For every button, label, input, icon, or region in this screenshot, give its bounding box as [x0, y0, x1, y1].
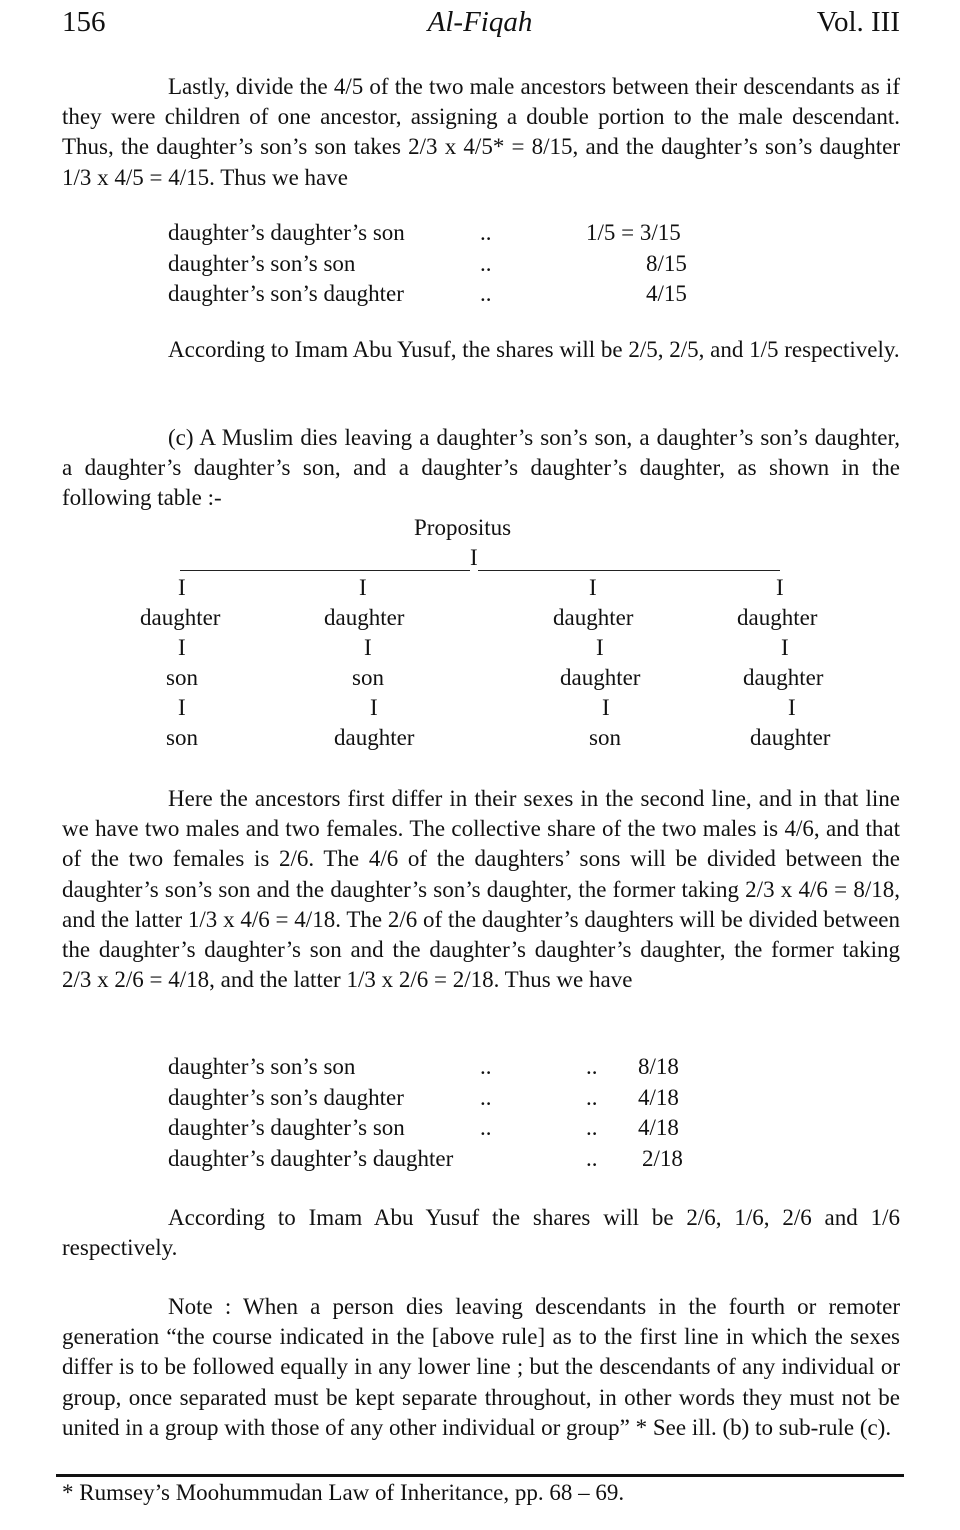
share-value: 4/18	[638, 1084, 679, 1110]
table-row	[168, 249, 728, 280]
tree-connector: I	[589, 575, 597, 600]
tree-branch-line-left	[180, 570, 470, 571]
page-number: 156	[62, 6, 106, 38]
tree-connector: I	[364, 635, 372, 660]
heir-label: daughter’s son’s daughter	[168, 1084, 404, 1110]
family-tree	[0, 510, 960, 770]
leader-dots: ..	[480, 1084, 492, 1110]
tree-connector: I	[781, 635, 789, 660]
paragraph-3-text: (c) A Muslim dies leaving a daughter’s son’s son, a daughter’s son’s daughter, a daughter’s daughter’s son, and a daughter’s daughter’s daughter, as shown in the following table :-	[62, 425, 900, 511]
tree-node: daughter	[553, 605, 634, 630]
tree-root: Propositus	[414, 515, 512, 540]
table-row	[168, 279, 728, 310]
tree-node: daughter	[140, 605, 221, 630]
tree-node: son	[166, 665, 198, 690]
tree-connector: I	[370, 695, 378, 720]
paragraph-5	[62, 1203, 900, 1263]
heir-label: daughter’s daughter’s son	[168, 1115, 405, 1140]
paragraph-5-text: According to Imam Abu Yusuf the shares will be 2/6, 1/6, 2/6 and 1/6 respectively.	[62, 1205, 900, 1261]
tree-node: son	[166, 725, 198, 750]
heir-label: daughter’s son’s daughter	[168, 281, 404, 306]
share-value: 4/18	[638, 1115, 679, 1140]
tree-connector: I	[788, 695, 796, 720]
leader-dots: ..	[480, 220, 492, 245]
table-row	[168, 1144, 728, 1175]
shares-table-2	[168, 1052, 728, 1174]
table-row	[168, 1052, 728, 1083]
paragraph-2-text: According to Imam Abu Yusuf, the shares will be 2/5, 2/5, and 1/5 respectively.	[168, 337, 900, 362]
leader-dots: ..	[586, 1084, 598, 1110]
paragraph-4	[62, 784, 900, 995]
tree-connector: I	[178, 695, 186, 720]
shares-table-1	[168, 218, 728, 310]
tree-node: daughter	[560, 665, 641, 690]
footnote: * Rumsey’s Moohummudan Law of Inheritance, pp. 68 – 69.	[62, 1480, 625, 1505]
leader-dots: ..	[586, 1115, 598, 1140]
tree-connector: I	[178, 575, 186, 600]
tree-node: daughter	[737, 605, 818, 630]
tree-connector: I	[776, 575, 784, 600]
table-row	[168, 1083, 728, 1114]
paragraph-1	[62, 72, 900, 193]
table-row	[168, 1113, 728, 1144]
share-value: 8/15	[646, 250, 687, 276]
paragraph-1-text: Lastly, divide the 4/5 of the two male ancestors between their descendants as if they were children of one ancestor, assigning a double portion to the male descendant. Thus, the daughter’s son’s son takes 2/3 x 4/5* = 8/15, and the daughter’s son’s daughter 1/3 x 4/5 = 4/15. Thus we have	[62, 74, 900, 190]
paragraph-4-text: Here the ancestors first differ in their sexes in the second line, and in that line we have two males and two females. The collective share of the two males is 4/6, and that of the two females is 2/6. The 4/6 of the daughters’ sons will be divided between the daughter’s son’s son and the daughter’s son’s daughter, the former taking 2/3 x 4/6 = 8/18, and the latter 1/3 x 4/6 = 4/18. The 2/6 of the daughter’s daughters will be divided between the daughter’s daughter’s son and the daughter’s daughter’s daughter, the former taking 2/3 x 2/6 = 4/18, and the latter 1/3 x 2/6 = 2/18. Thus we have	[62, 786, 900, 993]
leader-dots: ..	[480, 1054, 492, 1079]
note-paragraph	[62, 1292, 900, 1443]
leader-dots: ..	[586, 1145, 598, 1171]
leader-dots: ..	[480, 281, 492, 306]
tree-connector: I	[359, 575, 367, 600]
leader-dots: ..	[586, 1054, 598, 1079]
table-row	[168, 218, 728, 249]
tree-connector: I	[470, 545, 478, 570]
footnote-rule	[56, 1474, 904, 1477]
tree-node: daughter	[334, 725, 415, 750]
leader-dots: ..	[480, 250, 492, 276]
note-paragraph-text: Note : When a person dies leaving descendants in the fourth or remoter generation “the course indicated in the [above rule] as to the first line in which the sexes differ is to be followed equally in any lower line ; but the descendants of any individual or group, once separated must be kept separate throughout, in other words they must not be united in a group with those of any other individual or group” * See ill. (b) to sub-rule (c).	[62, 1294, 900, 1440]
tree-node: daughter	[743, 665, 824, 690]
heir-label: daughter’s son’s son	[168, 1054, 356, 1079]
tree-node: son	[352, 665, 384, 690]
volume-label: Vol. III	[816, 6, 900, 38]
share-value: 1/5 = 3/15	[586, 220, 681, 245]
tree-node: son	[589, 725, 621, 750]
heir-label: daughter’s daughter’s daughter	[168, 1145, 454, 1171]
tree-node: daughter	[324, 605, 405, 630]
share-value: 2/18	[642, 1145, 683, 1171]
paragraph-3	[62, 423, 900, 514]
share-value: 4/15	[646, 281, 687, 306]
share-value: 8/18	[638, 1054, 679, 1079]
book-title: Al-Fiqah	[427, 6, 533, 38]
tree-node: daughter	[750, 725, 831, 750]
tree-connector: I	[178, 635, 186, 660]
heir-label: daughter’s daughter’s son	[168, 220, 405, 245]
tree-branch-line-right	[478, 570, 780, 571]
paragraph-2	[62, 335, 900, 365]
heir-label: daughter’s son’s son	[168, 250, 356, 276]
tree-connector: I	[602, 695, 610, 720]
leader-dots: ..	[480, 1115, 492, 1140]
tree-connector: I	[596, 635, 604, 660]
